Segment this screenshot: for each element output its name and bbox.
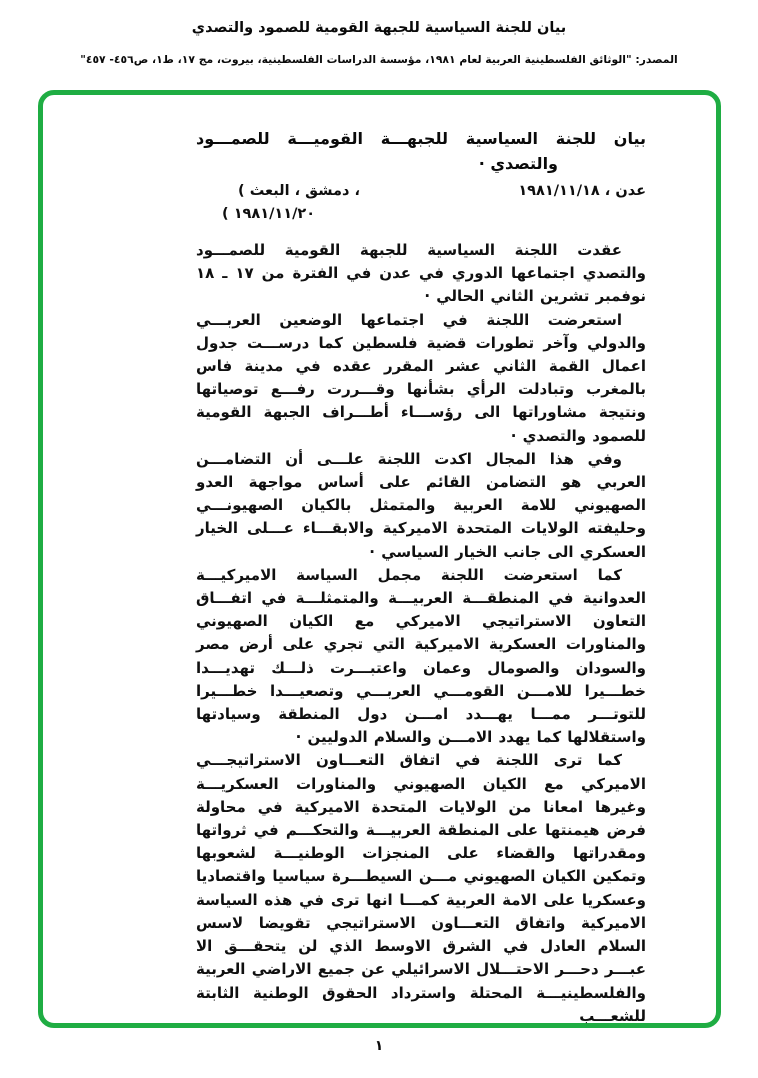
byline-place-date: عدن ، ١٩٨١/١١/١٨ <box>518 183 646 199</box>
body-paragraph: عقدت اللجنة السياسية للجبهة القومية للصمـــود والتصدي اجتماعها الدوري في عدن في الفترة من ١٧ ـ ١٨ نوفمبر تشرين الثاني الحالي · <box>196 241 646 306</box>
page-header-title: بيان للجنة السياسية للجبهة القومية للصمود والتصدي <box>191 20 567 36</box>
document-title-line1: بيان للجنة السياسية للجبهـــة القوميـــة للصمـــود <box>196 129 646 148</box>
body-paragraph: كما ترى اللجنة في اتفاق التعـــاون الاستراتيجـــي الاميركي مع الكيان الصهيوني والمناورات العسكريـــة وغيرها امعانا من الولايات المتحدة الاميركية في محاولة فرض هيمنتها على المنطقة العربيـــة والتحكـــم في ثرواتها ومقدراتها والقضاء على المنجزات الوطنيـــة لشعوبها وتمكين الكيان الصهيوني مـــن السيطـــرة سياسيا واقتصاديا وعسكريا على الامة العربية كمـــا انها ترى في هذه السياسة الاميركية واتفاق التعـــاون الاستراتيجي تقويضا لاسس السلام العادل في الشرق الاوسط الذي لن يتحقـــق الا عبـــر دحـــر الاحتـــلال الاسرائيلي عن جميع الاراضي العربية والفلسطينيـــة المحتلة واسترداد الحقوق الوطنية الثابتة للشعـــب <box>196 751 646 1025</box>
source-citation-line: المصدر: "الوثائق الفلسطينية العربية لعام ١٩٨١، مؤسسة الدراسات الفلسطينية، بيروت، مج ١٧، ط١، ص٤٥٦- ٤٥٧" <box>80 53 678 66</box>
byline-citation-line1: ( البعث‎ ، دمشق‎ ، <box>238 183 360 199</box>
page-number: ١ <box>374 1038 384 1054</box>
document-body <box>196 239 646 1028</box>
body-paragraph: وفي هذا المجال اكدت اللجنة علـــى أن التضامـــن العربي هو التضامن القائم على أساس مواجهة العدو الصهيوني للامة العربية والمتمثل بالكيان الصهيونـــي وحليفته الولايات المتحدة الاميركية والابقـــاء عـــلى الخيار العسكري الى جانب الخيار السياسي · <box>196 449 646 561</box>
document-title-line2: والتصدي · <box>478 154 558 173</box>
byline-citation-line2: ( ١٩٨١/١١/٢٠ <box>222 206 316 222</box>
document-text-column <box>196 126 646 1028</box>
body-paragraph: كما استعرضت اللجنة مجمل السياسة الاميركيـــة العدوانية في المنطقـــة العربيـــة والمتمثلـــة في اتفـــاق التعاون الاستراتيجي الاميركي مع الكيان الصهيوني والمناورات العسكرية الاميركية التي تجري على أرض مصر والسودان والصومال وعمان واعتبـــرت ذلـــك تهديـــدا خطـــيرا للامـــن القومـــي العربـــي وتصعيـــدا خطـــيرا للتوتـــر ممـــا يهـــدد امـــن دول المنطقة وسيادتها واستقلالها كما يهدد الامـــن والسلام الدوليين · <box>196 565 646 747</box>
document-byline <box>196 183 646 239</box>
body-paragraph: استعرضت اللجنة في اجتماعها الوضعين العربـــي والدولي وآخر تطورات قضية فلسطين كما درســـت جدول اعمال القمة الثاني عشر المقرر عقده في مدينة فاس بالمغرب وتبادلت الرأي بشأنها وقـــررت رفـــع توصياتها ونتيجة مشاوراتها الى رؤســـاء أطـــراف الجبهة القومية للصمود والتصدي · <box>196 310 646 445</box>
